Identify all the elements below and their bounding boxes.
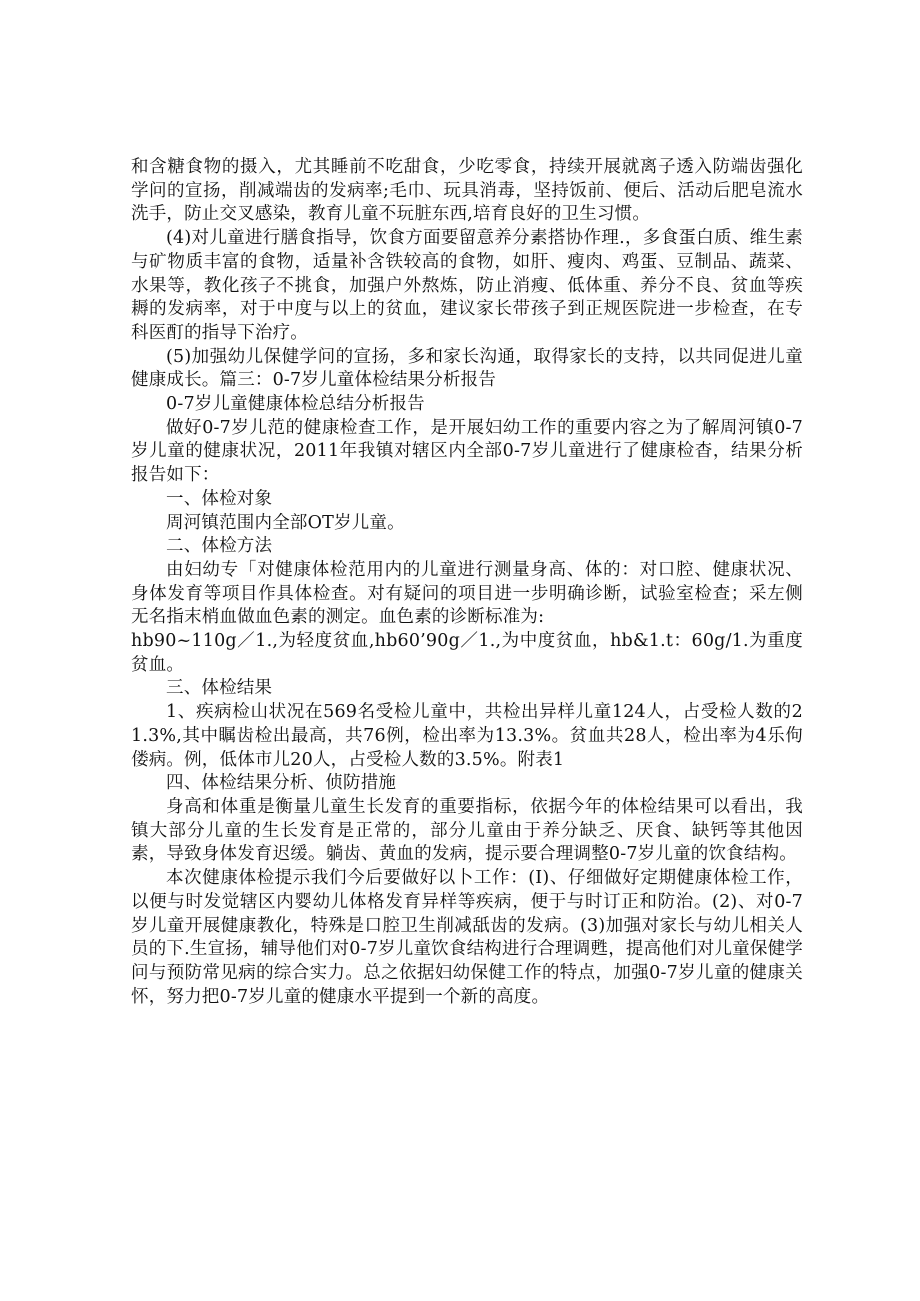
paragraph-diet-guidance: (4)对儿童进行膳食指导，饮食方面要留意养分素搭协作理.，多食蛋白质、维生素与矿物质丰富的食物，适量补含铁较高的食物，如肝、瘦肉、鸡蛋、豆制品、蔬菜、水果等，教化孩子不挑食，加强户外熬炼，防止消瘦、低体重、养分不良、贫血等疾耨的发病率，对于中度与以上的贫血，建议家长带孩子到正规医院进一步检查，在专科医酊的指导下治疗。 [131,228,803,343]
paragraph-hygiene-continued: 和含糖食物的摄入，尤其睡前不吃甜食，少吃零食，持续开展就离子透入防端齿强化学问的宣扬，削减端齿的发病率;毛巾、玩具消毒，坚持饭前、便后、活动后肥皂流水洗手，防止交叉感染，教育儿童不玩脏东西,培育良好的卫生习惯。 [131,157,803,225]
section-heading-analysis: 四、体检结果分析、侦防措施 [166,773,397,794]
section-heading-results: 三、体检结果 [166,678,273,699]
paragraph-subjects: 周河镇范围内全部OT岁儿童。 [166,512,405,533]
section-heading-subjects: 一、体检对象 [166,488,273,509]
paragraph-anemia-criteria: hb90~110g／1.,为轻度贫血,hb60’90g／1.,为中度贫血，hb&1.t：60g/1.为重度贫血。 [131,631,803,675]
paragraph-results: 1、疾病检山状况在569名受检儿童中，共检出异样儿童124人，占受检人数的21.3%,其中瞩齿检出最高，共76例，检出率为13.3%。贫血共28人，检出率为4乐佝偻病。例，低体市儿20人，占受检人数的3.5%。附表1 [131,702,803,770]
paragraph-future-work: 本次健康体检提示我们今后要做好以卜工作：(I)、仔细做好定期健康体检工作，以便与时发觉辖区内婴幼儿体格发育异样等疾病，便于与时订正和防治。(2)、对0-7岁儿童开展健康教化，特殊是口腔卫生削减舐齿的发病。(3)加强对家长与幼儿相关人员的下.生宣扬，辅导他们对0-7岁儿童饮食结构进行合理调甦，提高他们对儿童保健学问与预防常见病的综合实力。总之依据妇幼保健工作的特点，加强0-7岁儿童的健康关怀，努力把0-7岁儿童的健康水平提到一个新的高度。 [131,868,803,1007]
report-title: 0-7岁儿童健康体检总结分析报告 [166,394,425,415]
paragraph-report-intro: 做好0-7岁儿范的健康检查工作，是开展妇幼工作的重要内容之为了解周河镇0-7岁儿童的健康状况，2011年我镇对辖区内全部0-7岁儿童进行了健康检杳，结果分析报告如下： [131,417,803,486]
paragraph-analysis: 身高和体重是衡量儿童生长发育的重要指标，依据今年的体检结果可以看出，我镇大部分儿童的生长发育是正常的，部分儿童由于养分缺乏、厌食、缺钙等其他因素，导致身体发育迟缓。躺齿、黄血的发病，提示要合理调整0-7岁儿童的饮食结构。 [131,796,803,865]
document-body [131,156,803,1009]
paragraph-methods: 由妇幼专「对健康体检范用内的儿童进行测量身高、体的：对口腔、健康状况、身体发育等项目作具体检查。对有疑问的项目进一步明确诊断，试验室检查；采左侧无名指末梢血做血色素的测定。血色素的诊断标准为: [131,559,803,628]
section-heading-methods: 二、体检方法 [166,536,273,557]
paragraph-health-education: (5)加强幼儿保健学问的宣扬，多和家长沟通，取得家长的支持，以共同促进儿童健康成长。篇三：0-7岁儿童体检结果分析报告 [131,346,803,391]
